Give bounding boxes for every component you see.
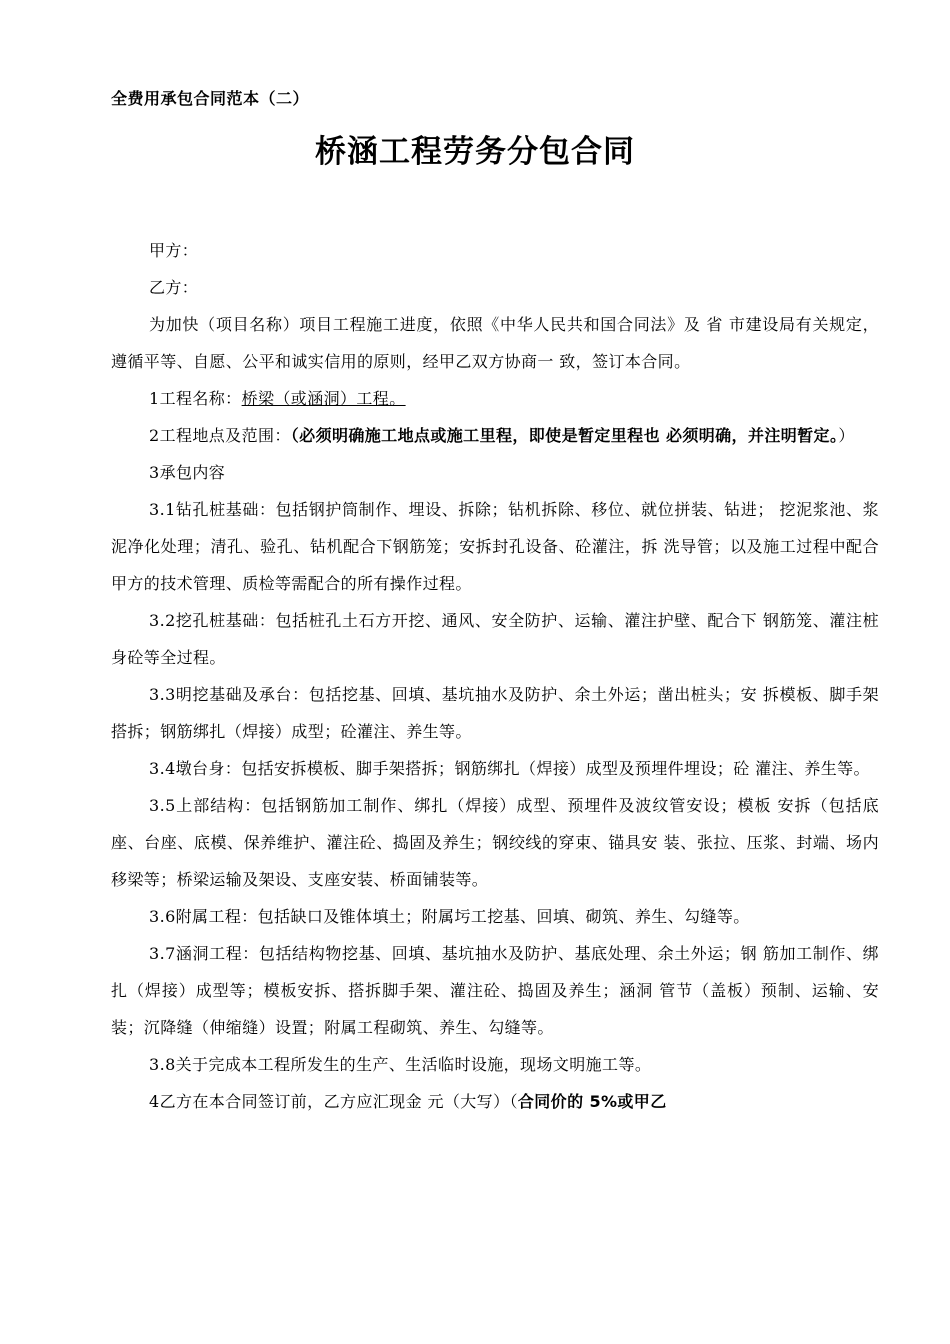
clause-2-close: ） bbox=[838, 426, 855, 445]
clause-2 bbox=[111, 417, 879, 454]
clause-4-bold: 合同价的 5%或甲乙 bbox=[517, 1092, 667, 1111]
clause-2-note: （必须明确施工地点或施工里程，即使是暂定里程也 必须明确，并注明暂定。 bbox=[290, 426, 839, 445]
clause-2-label: 2工程地点及范围： bbox=[149, 426, 291, 445]
clause-3-8: 3.8关于完成本工程所发生的生产、生活临时设施，现场文明施工等。 bbox=[149, 1055, 652, 1074]
clause-3-heading: 3承包内容 bbox=[149, 463, 226, 482]
clause-3-2: 3.2挖孔桩基础：包括桩孔土石方开挖、通风、安全防护、运输、灌注护壁、配合下 钢筋笼、灌注桩身砼等全过程。 bbox=[111, 611, 879, 667]
clause-4 bbox=[111, 1083, 879, 1120]
clause-4-text: 4乙方在本合同签订前，乙方应汇现金 元（大写）（ bbox=[149, 1092, 518, 1111]
clause-1-label: 1工程名称： bbox=[149, 389, 242, 408]
preamble-paragraph: 为加快（项目名称）项目工程施工进度，依照《中华人民共和国合同法》及 省 市建设局有关规定，遵循平等、自愿、公平和诚实信用的原则，经甲乙双方协商一 致，签订本合同。 bbox=[111, 315, 879, 371]
document-title: 桥涵工程劳务分包合同 bbox=[315, 134, 635, 170]
clause-3-7: 3.7涵洞工程：包括结构物挖基、回填、基坑抽水及防护、基底处理、余土外运；钢 筋加工制作、绑扎（焊接）成型等；模板安拆、搭拆脚手架、灌注砼、捣固及养生；涵洞 管节（盖板）预制、运输、安装；沉降缝（伸缩缝）设置；附属工程砌筑、养生、勾缝等。 bbox=[111, 944, 879, 1037]
series-label: 全费用承包合同范本（二） bbox=[111, 89, 310, 108]
clause-3-6: 3.6附属工程：包括缺口及锥体填土；附属圬工挖基、回填、砌筑、养生、勾缝等。 bbox=[149, 907, 750, 926]
party-a-line: 甲方： bbox=[149, 241, 199, 260]
clause-3-4: 3.4墩台身：包括安拆模板、脚手架搭拆；钢筋绑扎（焊接）成型及预埋件埋设；砼 灌注、养生等。 bbox=[149, 759, 870, 778]
clause-3-5: 3.5上部结构：包括钢筋加工制作、绑扎（焊接）成型、预埋件及波纹管安设；模板 安拆（包括底座、台座、底模、保养维护、灌注砼、捣固及养生；钢绞线的穿束、锚具安 装、张拉、压浆、封端、场内移梁等；桥梁运输及架设、支座安装、桥面铺装等。 bbox=[111, 796, 879, 889]
clause-3-3: 3.3明挖基础及承台：包括挖基、回填、基坑抽水及防护、余土外运；凿出桩头；安 拆模板、脚手架搭拆；钢筋绑扎（焊接）成型；砼灌注、养生等。 bbox=[111, 685, 879, 741]
clause-3-1: 3.1钻孔桩基础：包括钢护筒制作、埋设、拆除；钻机拆除、移位、就位拼装、钻进； 挖泥浆池、浆泥净化处理；清孔、验孔、钻机配合下钢筋笼；安拆封孔设备、砼灌注，拆 洗导管；以及施工过程中配合甲方的技术管理、质检等需配合的所有操作过程。 bbox=[111, 500, 879, 593]
clause-1 bbox=[111, 380, 879, 417]
contract-body bbox=[111, 232, 879, 1120]
party-b-line: 乙方： bbox=[149, 278, 199, 297]
clause-1-value: 桥梁（或涵洞）工程。 bbox=[241, 389, 406, 408]
